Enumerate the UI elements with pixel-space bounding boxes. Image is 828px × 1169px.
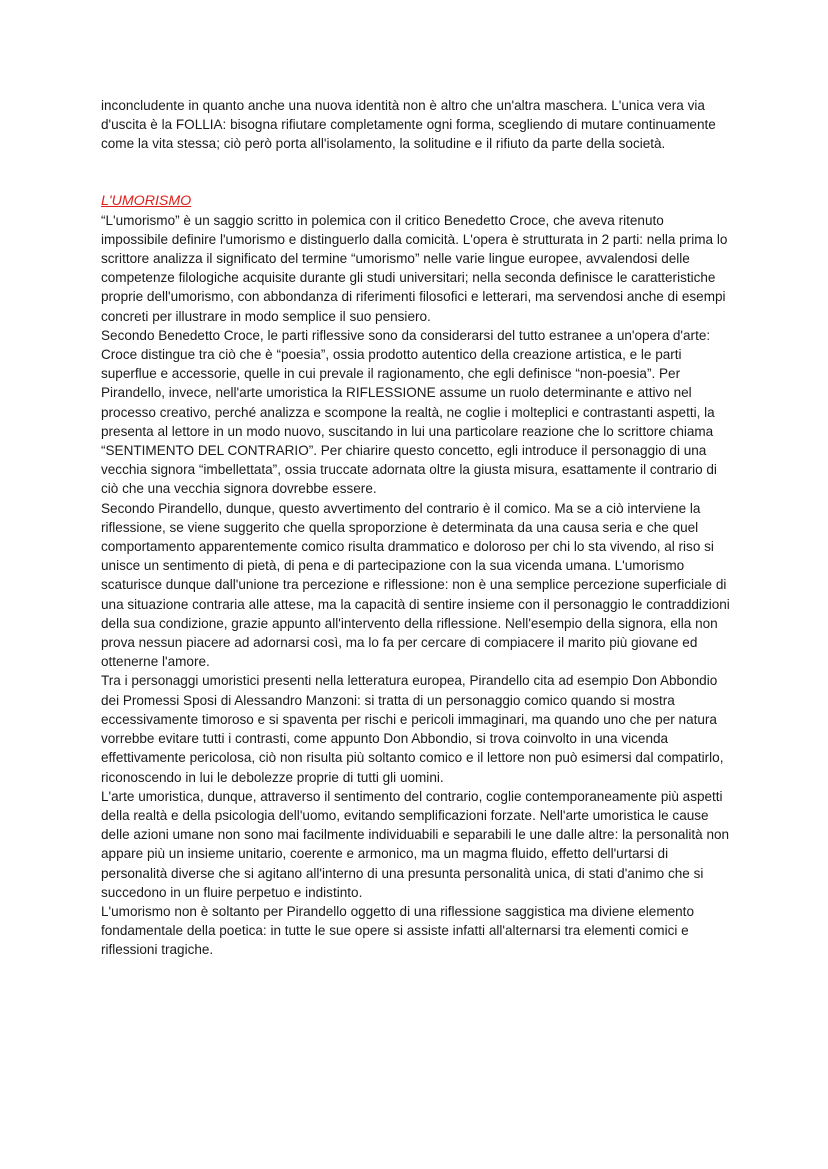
section-paragraph-5: L'arte umoristica, dunque, attraverso il sentimento del contrario, coglie contemporaneamente più aspetti della realtà e della psicologia dell'uomo, evitando semplificazioni forzate. Nell'arte umoristica le cause delle azioni umane non sono mai facilmente individuabili e separabili le une dalle altre: la personalità non appare più un insieme unitario, coerente e armonico, ma un magma fluido, effetto dell'urtarsi di personalità diverse che si agitano all'interno di una presunta personalità unica, di stati d'animo che si succedono in un fluire perpetuo e indistinto. <box>101 788 730 900</box>
section-paragraph-2: Secondo Benedetto Croce, le parti riflessive sono da considerarsi del tutto estranee a un'opera d'arte: Croce distingue tra ciò che è “poesia”, ossia prodotto autentico della creazione artistica, e le parti superflue e accessorie, quelle in cui prevale il ragionamento, che egli definisce “non-poesia”. Per Pirandello, invece, nell'arte umoristica la RIFLESSIONE assume un ruolo determinante e attivo nel processo creativo, perché analizza e scompone la realtà, ne coglie i molteplici e contrastanti aspetti, la presenta al lettore in un modo nuovo, suscitando in lui una particolare reazione che lo scrittore chiama “SENTIMENTO DEL CONTRARIO”. Per chiarire questo concetto, egli introduce il personaggio di una vecchia signora “imbellettata”, ossia truccate adornata oltre la giusta misura, esattamente il contrario di ciò che una vecchia signora dovrebbe essere. <box>101 327 717 497</box>
section-paragraph-3: Secondo Pirandello, dunque, questo avvertimento del contrario è il comico. Ma se a ciò interviene la riflessione, se viene suggerito che quella sproporzione è determinata da una causa seria e che quel comportamento apparentemente comico risulta drammatico e doloroso per chi lo sta vivendo, al riso si unisce un sentimento di pietà, di pena e di partecipazione con la sua vicenda umana. L'umorismo scaturisce dunque dall'unione tra percezione e riflessione: non è una semplice percezione superficiale di una situazione contraria alle attese, ma la capacità di sentire insieme con il personaggio le contraddizioni della sua condizione, grazie appunto all'intervento della riflessione. Nell'esempio della signora, ella non prova nessun piacere ad adornarsi così, ma lo fa per cercare di compiacere il marito più giovane ed ottenerne l'amore. <box>101 500 730 670</box>
section-paragraph-1: “L'umorismo” è un saggio scritto in polemica con il critico Benedetto Croce, che aveva ritenuto impossibile definire l'umorismo e distinguerlo dalla comicità. L'opera è strutturata in 2 parti: nella prima lo scrittore analizza il significato del termine “umorismo” nelle varie lingue europee, avvalendosi delle competenze filologiche acquisite durante gli studi universitari; nella seconda definisce le caratteristiche proprie dell'umorismo, con abbondanza di riferimenti filosofici e letterari, ma servendosi anche di esempi concreti per illustrare in modo semplice il suo pensiero. <box>101 212 728 324</box>
section-title: L'UMORISMO <box>101 192 192 209</box>
section-paragraph-4: Tra i personaggi umoristici presenti nella letteratura europea, Pirandello cita ad esempio Don Abbondio dei Promessi Sposi di Alessandro Manzoni: si tratta di un personaggio comico quando si mostra eccessivamente timoroso e si spaventa per rischi e pericoli immaginari, ma quando uno che per natura vorrebbe evitare tutti i contrasti, come appunto Don Abbondio, si trova coinvolto in una vicenda effettivamente pericolosa, ciò non risulta più soltanto comico e il lettore non può esimersi dal compatirlo, riconoscendo in lui le debolezze proprie di tutti gli uomini. <box>101 673 724 785</box>
section-paragraph-6: L'umorismo non è soltanto per Pirandello oggetto di una riflessione saggistica ma diviene elemento fondamentale della poetica: in tutte le sue opere si assiste infatti all'alternarsi tra elementi comici e riflessioni tragiche. <box>101 903 694 958</box>
intro-paragraph: inconcludente in quanto anche una nuova identità non è altro che un'altra maschera. L'unica vera via d'uscita è la FOLLIA: bisogna rifiutare completamente ogni forma, scegliendo di mutare continuamente come la vita stessa; ciò però porta all'isolamento, la solitudine e il rifiuto da parte della società. <box>101 98 716 152</box>
document-body <box>101 96 731 960</box>
